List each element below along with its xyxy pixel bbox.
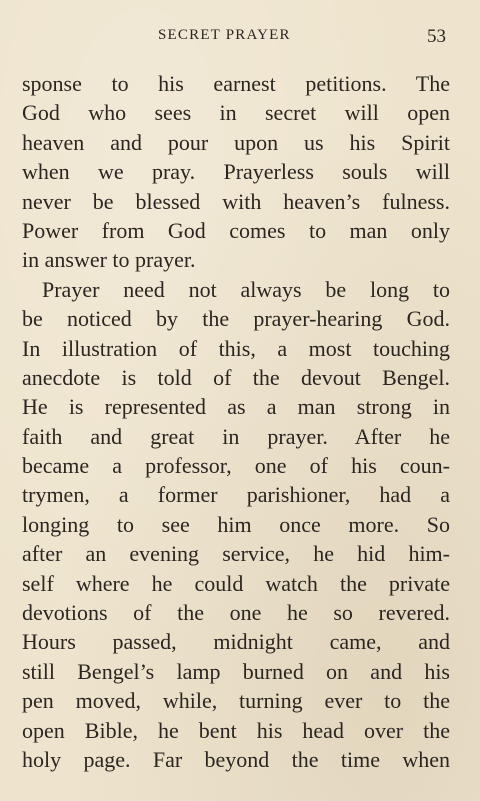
text-line: still Bengel’s lamp burned on and his (22, 658, 450, 684)
text-line: sponse to his earnest petitions. The (22, 71, 450, 96)
text-line: heaven and pour upon us his Spirit (22, 129, 450, 155)
text-line: pen moved, while, turning ever to the (22, 688, 450, 714)
text-line: trymen, a former parishioner, had a (22, 482, 450, 508)
text-line: Power from God comes to man only (22, 217, 450, 243)
text-line: He is represented as a man strong in (22, 394, 450, 420)
text-line: In illustration of this, a most touching (22, 335, 450, 361)
text-line: faith and great in prayer. After he (22, 423, 450, 449)
text-line: God who sees in secret will open (22, 100, 450, 126)
text-line: when we pray. Prayerless souls will (22, 159, 450, 185)
text-line: holy page. Far beyond the time when (22, 746, 450, 772)
text-line: became a professor, one of his coun- (22, 453, 450, 479)
text-line: Hours passed, midnight came, and (22, 629, 450, 655)
text-line: anecdote is told of the devout Bengel. (22, 364, 450, 390)
text-line: Prayer need not always be long to (42, 276, 450, 302)
text-line: after an evening service, he hid him- (22, 541, 450, 567)
page-number: 53 (427, 26, 446, 47)
text-line: devotions of the one he so revered. (22, 600, 450, 626)
running-head: SECRET PRAYER (158, 27, 291, 43)
text-line: never be blessed with heaven’s fulness. (22, 188, 450, 214)
text-line: self where he could watch the private (22, 570, 450, 596)
page-header (0, 27, 480, 51)
body-text (22, 69, 450, 774)
text-line: longing to see him once more. So (22, 511, 450, 537)
text-line: open Bible, he bent his head over the (22, 717, 450, 743)
text-line: be noticed by the prayer-hearing God. (22, 306, 450, 332)
text-line: in answer to prayer. (22, 247, 196, 273)
